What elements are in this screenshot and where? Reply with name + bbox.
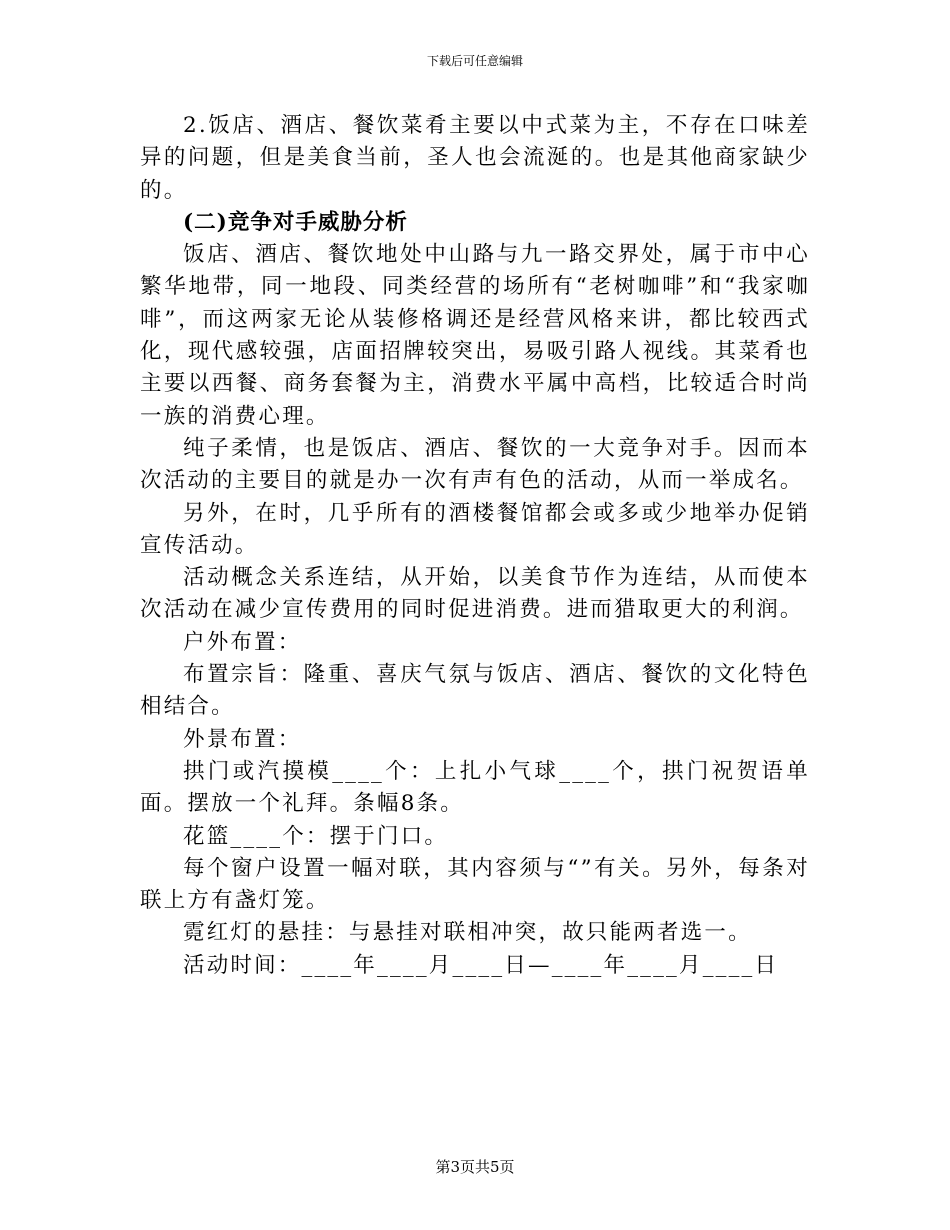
paragraph-9: 外景布置：: [183, 726, 302, 752]
paragraph-5: 另外，在时，几乎所有的酒楼餐馆都会或多或少地举办促销宣传活动。: [140, 500, 810, 558]
paragraph-10: 拱门或汽摸模____个：上扎小气球____个，拱门祝贺语单面。摆放一个礼拜。条幅8条。: [140, 758, 810, 817]
paragraph-6: 活动概念关系连结，从开始，以美食节作为连结，从而使本次活动在减少宣传费用的同时促进消费。进而猎取更大的利润。: [140, 565, 810, 623]
paragraph-14: 活动时间：____年____月____日—____年____月____日: [183, 952, 779, 978]
page-header: 下载后可任意编辑: [426, 54, 523, 68]
paragraph-8: 布置宗旨：隆重、喜庆气氛与饭店、酒店、餐饮的文化特色相结合。: [140, 662, 810, 720]
paragraph-13: 霓红灯的悬挂：与悬挂对联相冲突，故只能两者选一。: [183, 920, 752, 946]
document-body: [140, 110, 810, 982]
paragraph-7: 户外布置：: [183, 629, 302, 655]
paragraph-11: 花篮____个：摆于门口。: [183, 823, 449, 849]
paragraph-12: 每个窗户设置一幅对联，其内容须与“”有关。另外，每条对联上方有盏灯笼。: [140, 855, 810, 914]
page-footer: 第3页共5页: [435, 1158, 515, 1176]
section-heading: (二)竞争对手威胁分析: [183, 209, 408, 235]
paragraph-3: 饭店、酒店、餐饮地处中山路与九一路交界处，属于市中心繁华地带，同一地段、同类经营的场所有“老树咖啡”和“我家咖啡”，而这两家无论从装修格调还是经营风格来讲，都比较西式化，现代感较强，店面招牌较突出，易吸引路人视线。其菜肴也主要以西餐、商务套餐为主，消费水平属中高档，比较适合时尚一族的消费心理。: [140, 242, 810, 429]
paragraph-1: 2.饭店、酒店、餐饮菜肴主要以中式菜为主，不存在口味差异的问题，但是美食当前，圣人也会流涎的。也是其他商家缺少的。: [140, 113, 810, 203]
paragraph-4: 纯子柔情，也是饭店、酒店、餐饮的一大竞争对手。因而本次活动的主要目的就是办一次有声有色的活动，从而一举成名。: [140, 435, 810, 494]
